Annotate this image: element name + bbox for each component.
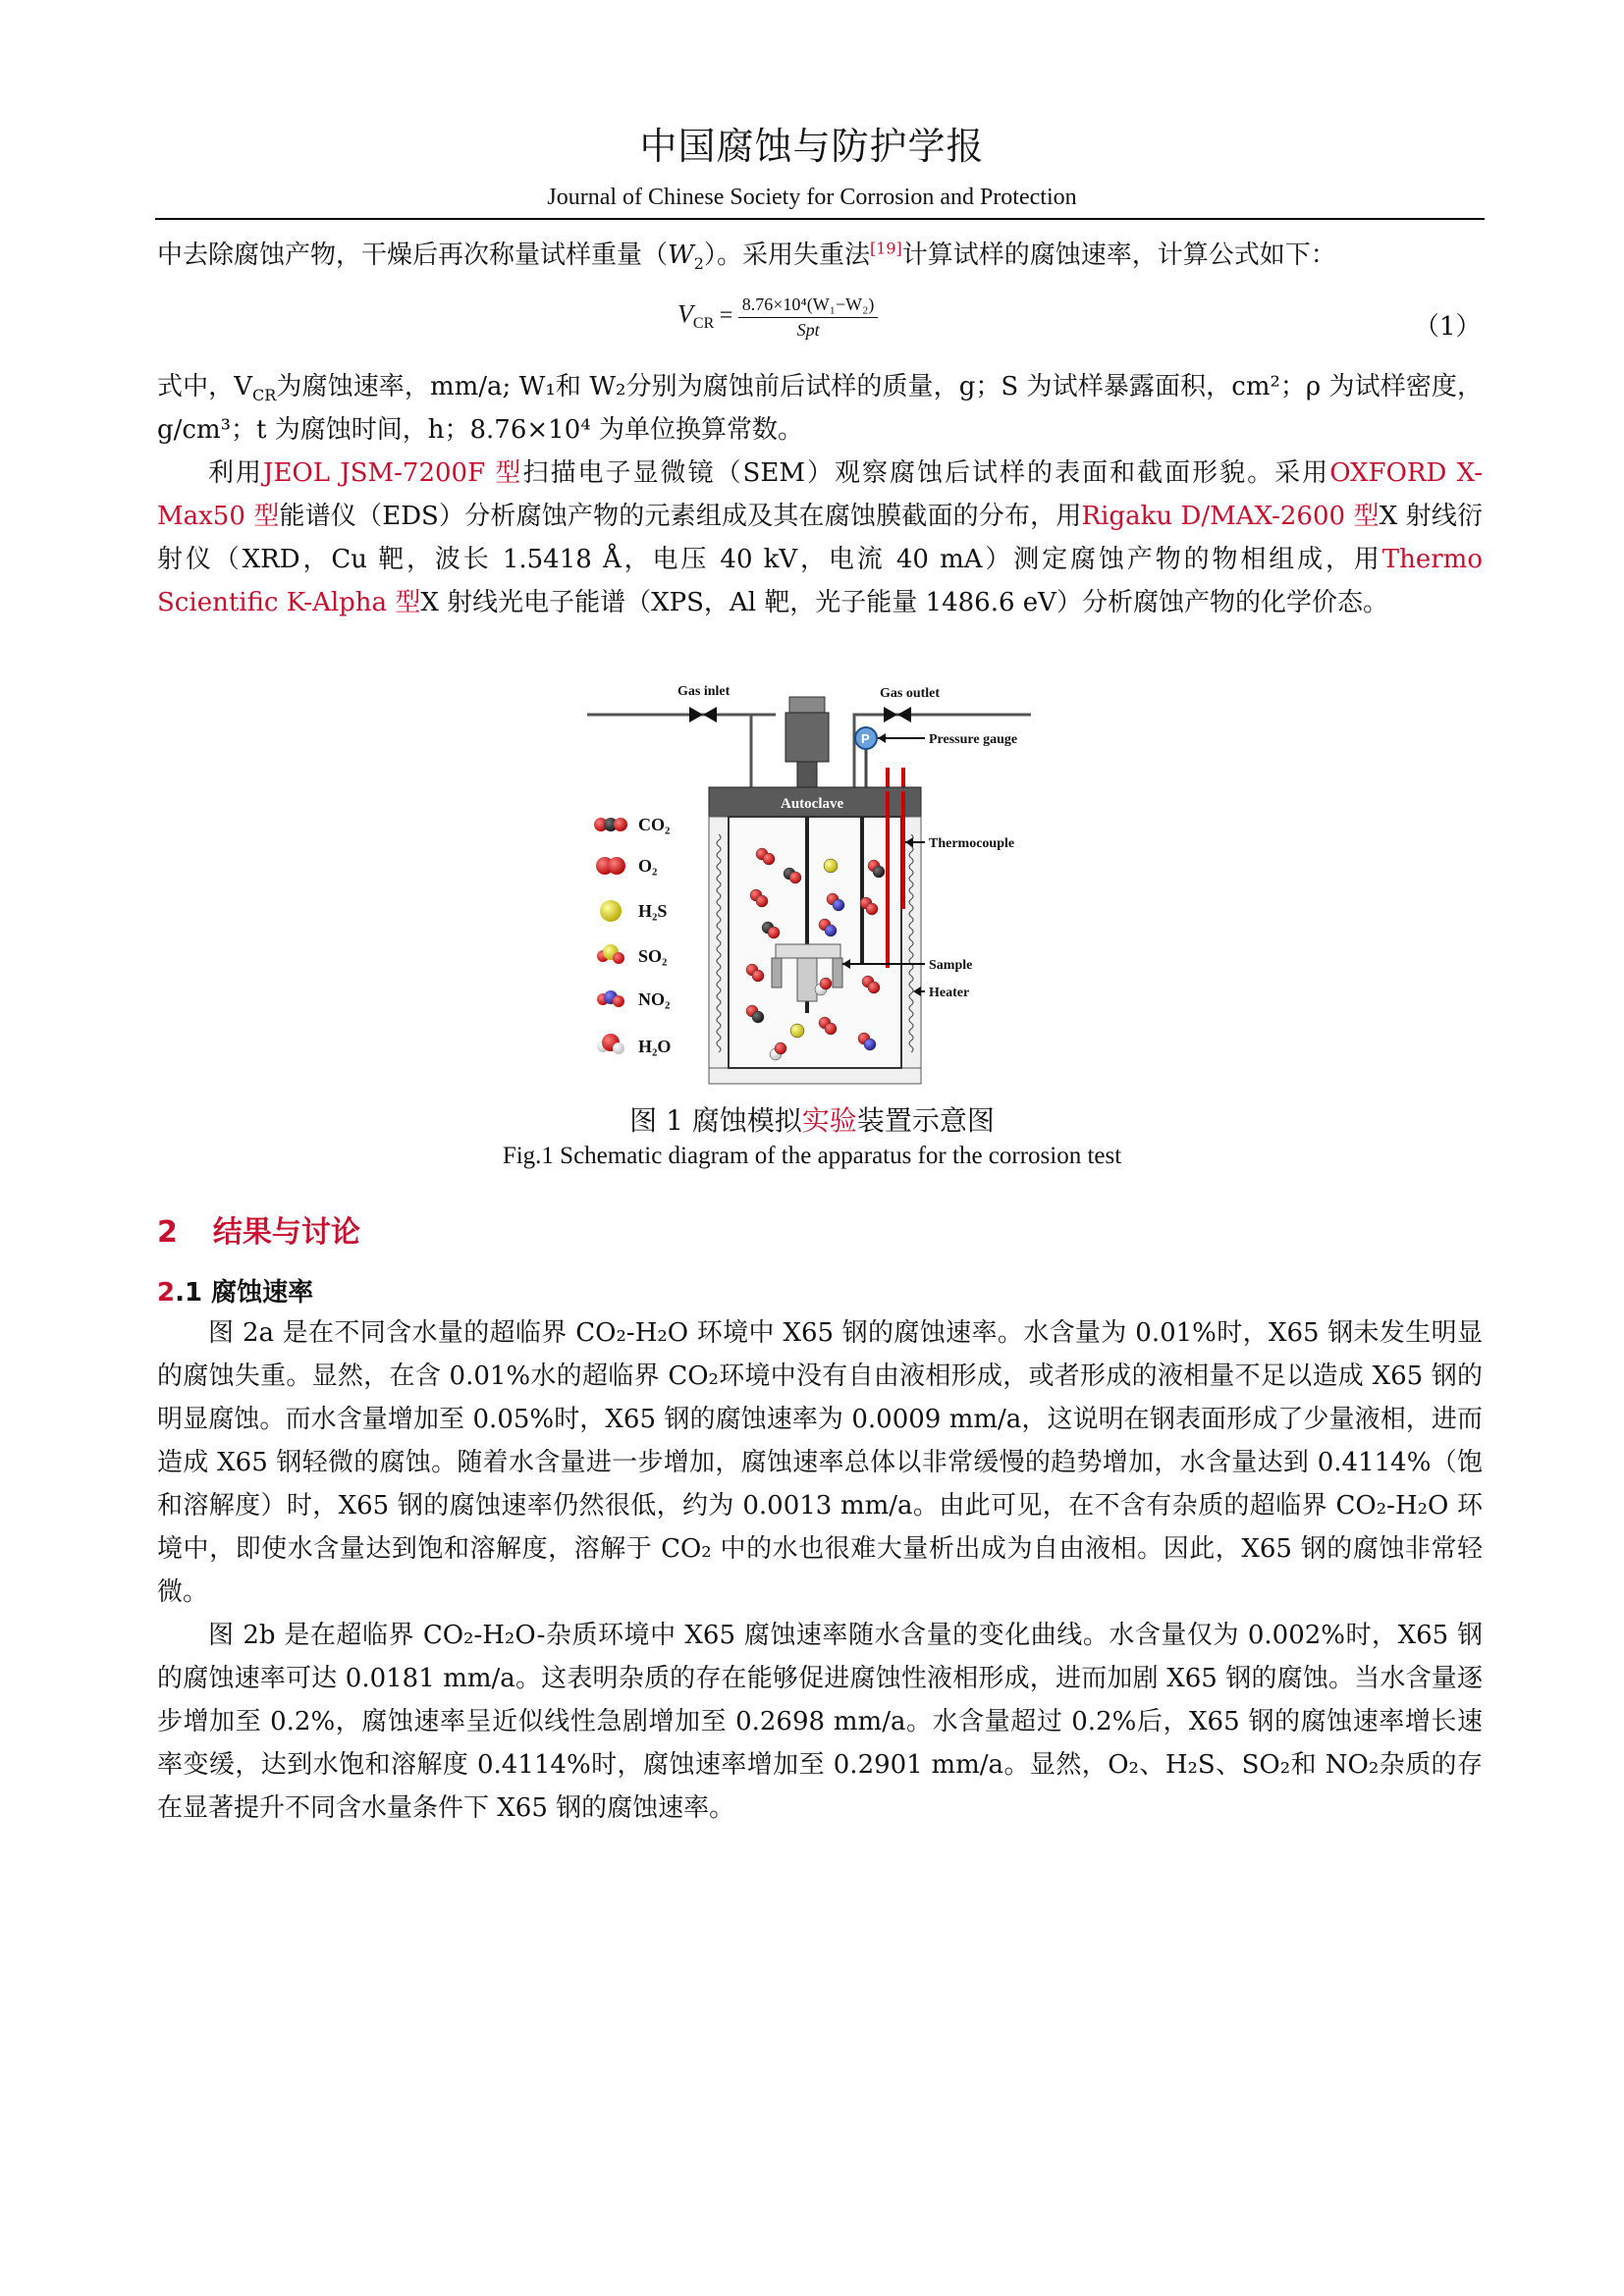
pressure-gauge-icon [855, 727, 925, 787]
p3-text-a: 利用 [208, 458, 264, 488]
thermocouple-label: Thermocouple [929, 836, 1015, 851]
gas-inlet-label: Gas inlet [677, 684, 731, 699]
gas-outlet-label: Gas outlet [880, 686, 941, 701]
paragraph-1: 中去除腐蚀产物，干燥后再次称量试样重量$(W_2)$。采用失重法[19]计算试样的腐蚀速率，计算公式如下： [157, 239, 1336, 274]
citation-19[interactable]: [19] [869, 239, 902, 258]
eq-lhs: V [677, 299, 693, 329]
legend-co2-label: CO₂ [638, 815, 671, 834]
outlet-valve-icon [884, 707, 911, 722]
subsection-heading [157, 1272, 313, 1308]
caption-experiment-link[interactable]: 实验 [801, 1104, 857, 1137]
paragraph-4: 图 2a 是在不同含水量的超临界 CO₂-H₂O 环境中 X65 钢的腐蚀速率。水含量为 0.01%时，X65 钢未发生明显的腐蚀失重。显然，在含 0.01%水的超临界 CO₂环境中没有自由液相形成，或者形成的液相量不足以造成 X65 钢的明显腐蚀。而水含量增加至 0.05%时，X65 钢的腐蚀速率为 0.0009 mm/a，这说明在钢表面形成了少量液相，进而造成 X65 钢轻微的腐蚀。随着水含量进一步增加，腐蚀速率总体以非常缓慢的趋势增加，水含量达到 0.4114%（饱和溶解度）时，X65 钢的腐蚀速率仍然很低，约为 0.0013 mm/a。由此可见，在不含有杂质的超临界 CO₂-H₂O 环境中，即使水含量达到饱和溶解度，溶解于 CO₂ 中的水也很难大量析出成为自由液相。因此，X65 钢的腐蚀非常轻微。 [157, 1318, 1483, 1607]
p1-text-c: 计算试样的腐蚀速率，计算公式如下： [901, 240, 1336, 270]
paragraph-5: 图 2b 是在超临界 CO₂-H₂O-杂质环境中 X65 腐蚀速率随水含量的变化曲线。水含量仅为 0.002%时，X65 钢的腐蚀速率可达 0.0181 mm/a。这表明杂质的存在能够促进腐蚀性液相形成，进而加剧 X65 钢的腐蚀。当水含量逐步增加至 0.2%，腐蚀速率呈近似线性急剧增加至 0.2698 mm/a。水含量超过 0.2%后，X65 钢的腐蚀速率增长速率变缓，达到水饱和溶解度 0.4114%时，腐蚀速率增加至 0.2901 mm/a。显然，O₂、H₂S、SO₂和 NO₂杂质的存在显著提升不同含水量条件下 X65 钢的腐蚀速率。 [157, 1621, 1483, 1823]
eds-model-link[interactable]: OXFORD X-Max50 型 [157, 458, 1483, 531]
subsection-number: 2 [157, 1278, 176, 1308]
section-number: 2 [157, 1215, 178, 1250]
legend-h2o [597, 1034, 671, 1056]
header-rule [155, 218, 1485, 220]
p3-text-c: 能谱仪（EDS）分析腐蚀产物的元素组成及其在腐蚀膜截面的分布，用 [279, 502, 1082, 531]
legend-o2-label: O₂ [638, 856, 658, 876]
legend-h2o-label: H₂O [638, 1037, 672, 1056]
p1-text-a: 中去除腐蚀产物，干燥后再次称量试样重量（ [157, 240, 669, 270]
legend-no2 [597, 989, 670, 1009]
legend-co2 [594, 815, 670, 834]
p3-text-b: 扫描电子显微镜（SEM）观察腐蚀后试样的表面和截面形貌。采用 [522, 458, 1330, 488]
figure-1-apparatus [579, 677, 1051, 1090]
equation-1: $V_{CR}$ = $\frac{\text{8.76×10⁴(W₁−W₂)}}{\text{Spt}}$ [677, 294, 878, 341]
section-title: 结果与讨论 [212, 1215, 360, 1250]
xrd-model-link[interactable]: Rigaku D/MAX-2600 型 [1081, 502, 1380, 531]
eq-denominator: Spt [796, 320, 820, 340]
sem-model-link[interactable]: JEOL JSM-7200F 型 [263, 458, 523, 488]
eq-lhs-sub: CR [692, 314, 715, 332]
journal-title-cn: 中国腐蚀与防护学报 [639, 125, 985, 168]
subsection-title: .1 腐蚀速率 [175, 1278, 314, 1308]
paragraph-2 [157, 365, 1483, 452]
p1-text-b: ）。采用失重法 [703, 240, 870, 270]
p2-text-b: 为腐蚀速率，mm/a; W₁和 W₂分别为腐蚀前后试样的质量，g；S 为试样暴露面积，cm²；ρ 为试样密度，g/cm³；t 为腐蚀时间，h；8.76×10⁴ 为单位换算常数。 [157, 372, 1483, 445]
autoclave-label: Autoclave [781, 796, 844, 812]
legend-o2 [596, 856, 657, 876]
gauge-letter: P [861, 731, 870, 746]
p1-w2: W [668, 240, 694, 270]
legend-h2s-label: H₂S [638, 901, 668, 921]
paragraph-3 [157, 452, 1483, 624]
legend-so2 [597, 944, 667, 966]
legend-so2-label: SO₂ [638, 946, 668, 966]
legend-no2-label: NO₂ [638, 989, 671, 1009]
pressure-gauge-label: Pressure gauge [929, 732, 1018, 747]
legend [594, 815, 671, 1056]
p3-text-e: X 射线光电子能谱（XPS，Al 靶，光子能量 1486.6 eV）分析腐蚀产物的化学价态。 [420, 588, 1388, 617]
autoclave-vessel [729, 817, 901, 1068]
p2-text-a: 式中，V [157, 372, 253, 401]
stirrer-motor-icon [785, 697, 829, 789]
eq-numerator: 8.76×10⁴(W₁−W₂) [738, 294, 879, 318]
inlet-valve-icon [689, 707, 717, 722]
sample-label: Sample [929, 958, 973, 973]
p3-text-d: X 射线衍射仪（XRD，Cu 靶，波长 1.5418 Å，电压 40 kV，电流 40 mA）测定腐蚀产物的物相组成，用 [157, 502, 1484, 574]
figure-caption-cn: 图 1 腐蚀模拟实验装置示意图 [629, 1104, 995, 1137]
journal-title-en: Journal of Chinese Society for Corrosion and Protection [547, 185, 1077, 210]
legend-h2s [600, 900, 667, 922]
equation-number: （1） [1414, 312, 1482, 342]
figure-caption-en: Fig.1 Schematic diagram of the apparatus for the corrosion test [502, 1143, 1122, 1169]
section-heading [157, 1207, 360, 1251]
p2-sub: CR [252, 386, 277, 405]
heater-label: Heater [929, 986, 970, 1000]
xps-model-link[interactable]: Thermo Scientific K-Alpha 型 [157, 545, 1483, 617]
